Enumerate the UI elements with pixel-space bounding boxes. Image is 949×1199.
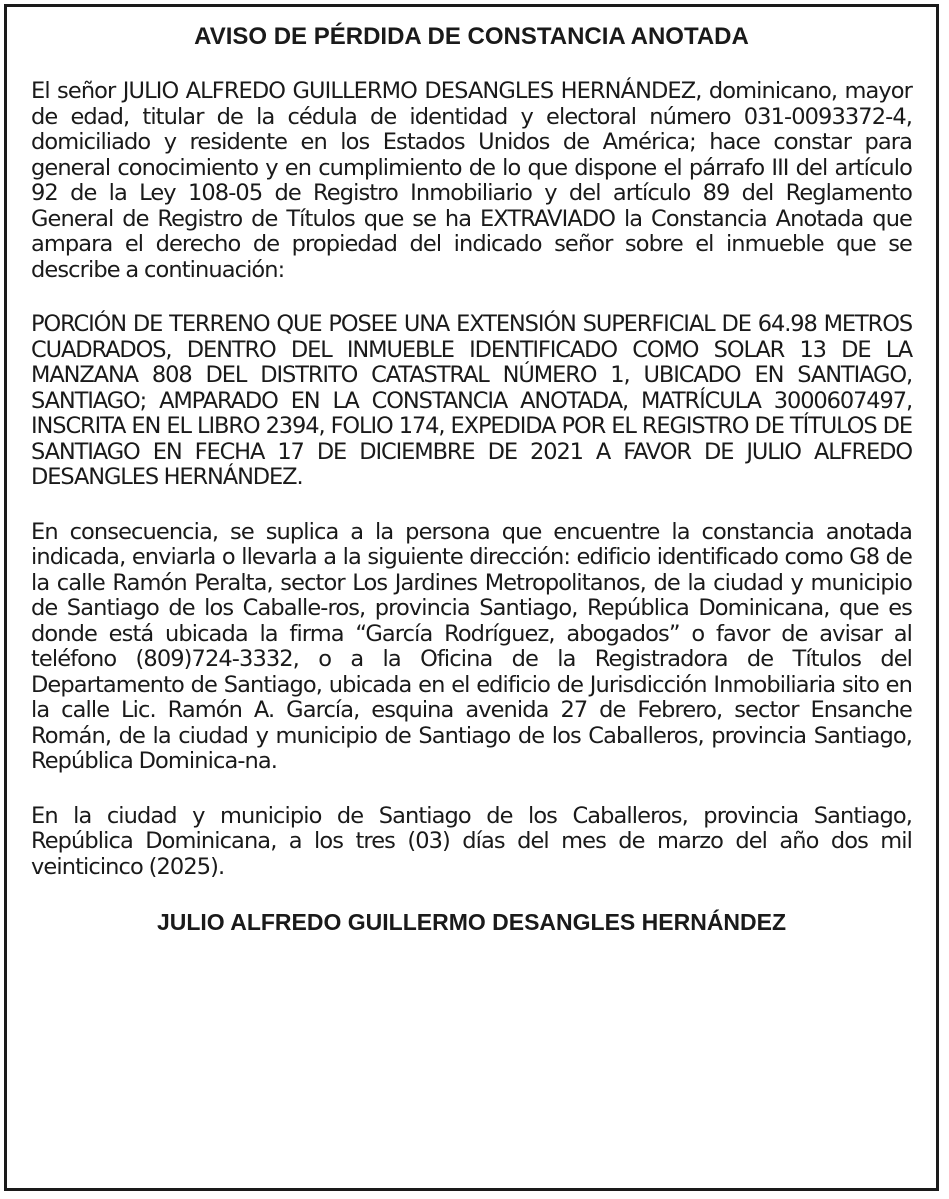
intro-paragraph: El señor JULIO ALFREDO GUILLERMO DESANGLES HERNÁNDEZ, dominicano, mayor de edad, titular de la cédula de identidad y electoral número 031-0093372-4, domiciliado y residente en los Estados Unidos de América; hace constar para general conocimiento y en cumplimiento de lo que dispone el párrafo III del artículo 92 de la Ley 108-05 de Registro Inmobiliario y del artículo 89 del Reglamento General de Registro de Títulos que se ha EXTRAVIADO la Constancia Anotada que ampara el derecho de propiedad del indicado señor sobre el inmueble que se describe a continuación: — [31, 78, 912, 283]
return-instructions-paragraph: En consecuencia, se suplica a la persona que encuentre la constancia anotada indicada, enviarla o llevarla a la siguiente dirección: edificio identificado como G8 de la calle Ramón Peralta, sector Los Jardines Metropolitanos, de la ciudad y municipio de Santiago de los Caballe-ros, provincia Santiago, República Dominicana, que es donde está ubicada la firma “García Rodríguez, abogados” o favor de avisar al teléfono (809)724-3332, o a la Oficina de la Registradora de Títulos del Departamento de Santiago, ubicada en el edificio de Jurisdicción Inmobiliaria sito en la calle Lic. Ramón A. García, esquina avenida 27 de Febrero, sector Ensanche Román, de la ciudad y municipio de Santiago de los Caballeros, provincia Santiago, República Dominica-na. — [31, 518, 912, 774]
date-paragraph: En la ciudad y municipio de Santiago de los Caballeros, provincia Santiago, República Dominicana, a los tres (03) días del mes de marzo del año dos mil veinticinco (2025). — [31, 802, 912, 880]
signature-name: JULIO ALFREDO GUILLERMO DESANGLES HERNÁNDEZ — [156, 909, 787, 935]
property-description-paragraph: PORCIÓN DE TERRENO QUE POSEE UNA EXTENSIÓN SUPERFICIAL DE 64.98 METROS CUADRADOS, DENTRO DEL INMUEBLE IDENTIFICADO COMO SOLAR 13 DE LA MANZANA 808 DEL DISTRITO CATASTRAL NÚMERO 1, UBICADO EN SANTIAGO, SANTIAGO; AMPARADO EN LA CONSTANCIA ANOTADA, MATRÍCULA 3000607497, INSCRITA EN EL LIBRO 2394, FOLIO 174, EXPEDIDA POR EL REGISTRO DE TÍTULOS DE SANTIAGO EN FECHA 17 DE DICIEMBRE DE 2021 A FAVOR DE JULIO ALFREDO DESANGLES HERNÁNDEZ. — [31, 311, 912, 490]
legal-notice — [4, 4, 939, 1191]
notice-title: AVISO DE PÉRDIDA DE CONSTANCIA ANOTADA — [194, 23, 749, 50]
